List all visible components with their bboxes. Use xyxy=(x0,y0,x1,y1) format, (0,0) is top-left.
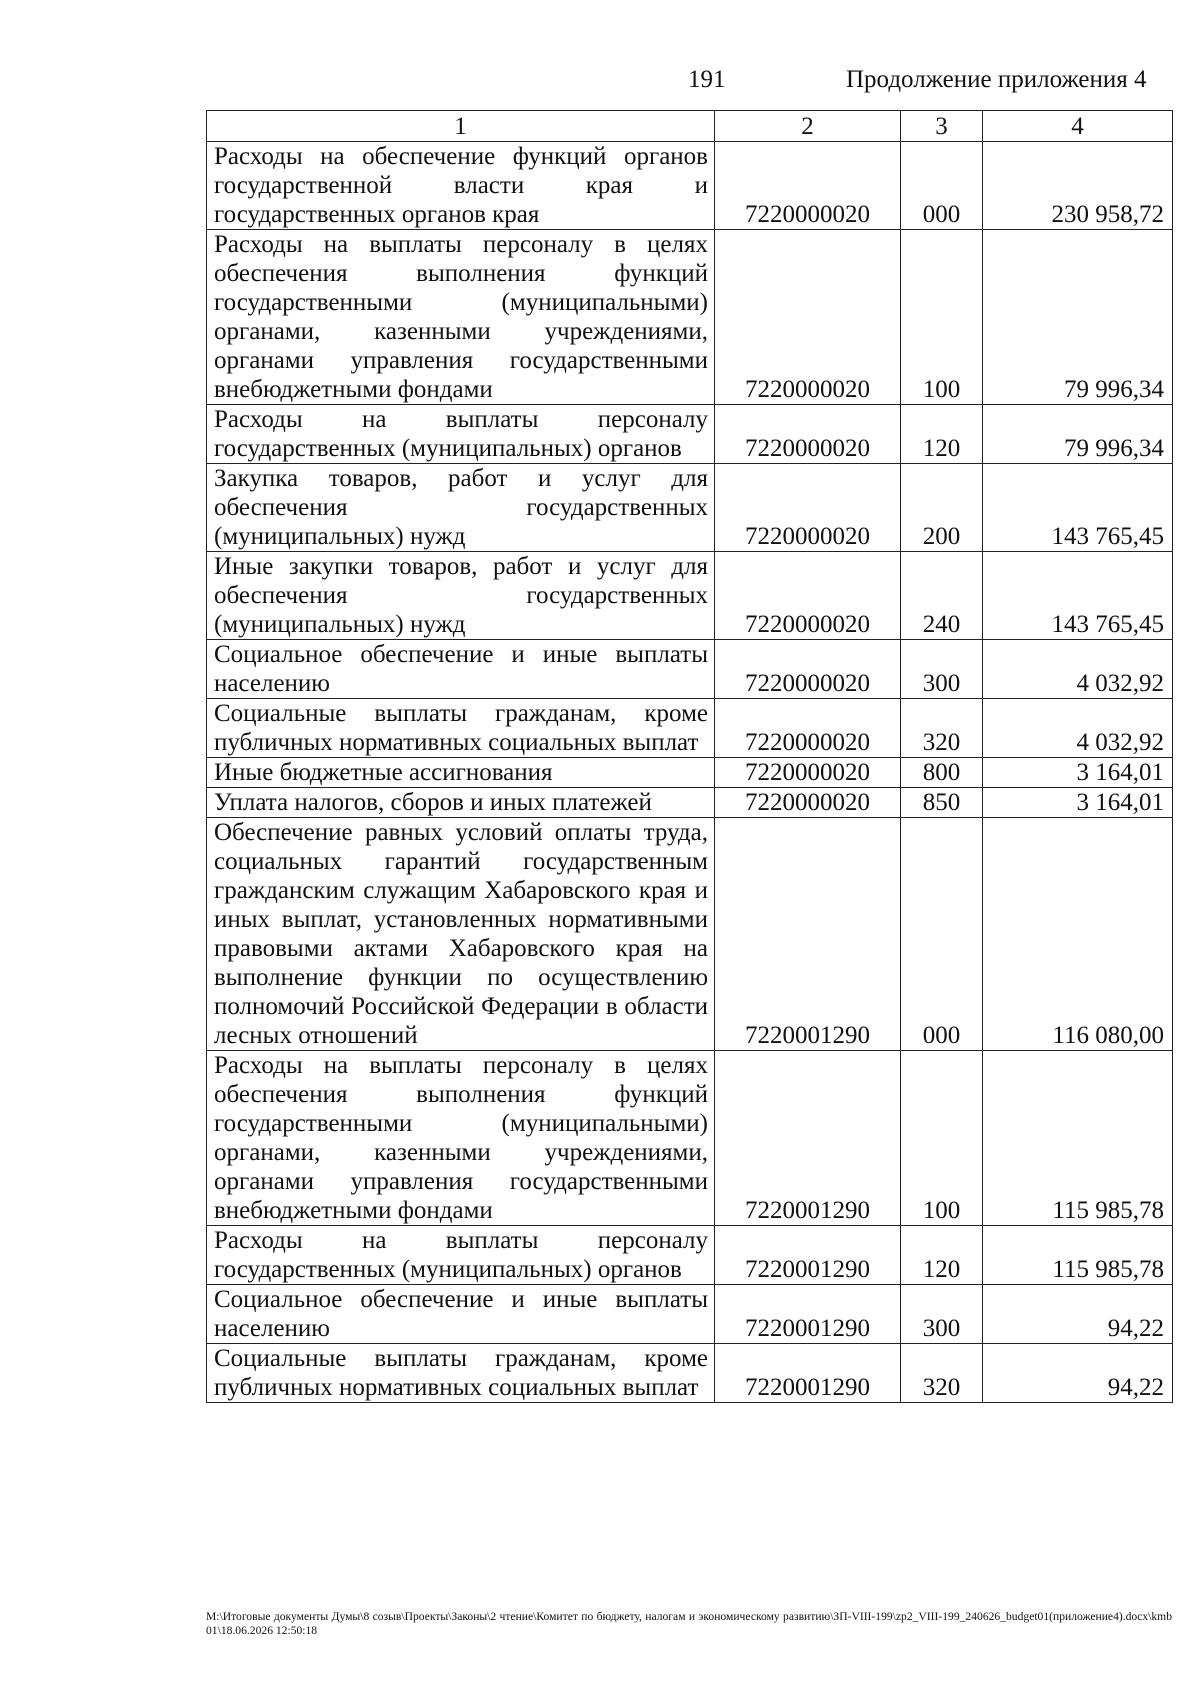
table-row xyxy=(207,230,1173,405)
table-row xyxy=(207,142,1173,230)
row-type-cell: 000 xyxy=(901,142,983,230)
column-header-4: 4 xyxy=(983,111,1173,142)
row-code-cell: 7220000020 xyxy=(715,464,901,552)
table-row xyxy=(207,818,1173,1051)
row-type-cell: 320 xyxy=(901,1344,983,1403)
row-amount-cell: 143 765,45 xyxy=(983,552,1173,640)
row-amount-cell: 115 985,78 xyxy=(983,1051,1173,1226)
row-amount-cell: 94,22 xyxy=(983,1285,1173,1344)
table-row xyxy=(207,1344,1173,1403)
row-code-cell: 7220000020 xyxy=(715,552,901,640)
row-type-cell: 100 xyxy=(901,230,983,405)
page-number: 191 xyxy=(688,66,726,93)
table-row xyxy=(207,1051,1173,1226)
row-amount-cell: 79 996,34 xyxy=(983,230,1173,405)
table-row xyxy=(207,758,1173,788)
row-amount-cell: 3 164,01 xyxy=(983,758,1173,788)
row-amount-cell: 230 958,72 xyxy=(983,142,1173,230)
row-name-cell: Расходы на выплаты персоналу в целях обеспечения выполнения функций государственными (муниципальными) органами, казенными учреждениями, органами управления государственными внебюджетными фондами xyxy=(207,230,715,405)
row-code-cell: 7220000020 xyxy=(715,640,901,699)
row-name-cell: Социальные выплаты гражданам, кроме публичных нормативных социальных выплат xyxy=(207,1344,715,1403)
row-amount-cell: 115 985,78 xyxy=(983,1226,1173,1285)
row-name-cell: Социальное обеспечение и иные выплаты населению xyxy=(207,1285,715,1344)
row-code-cell: 7220001290 xyxy=(715,1051,901,1226)
row-type-cell: 300 xyxy=(901,1285,983,1344)
row-code-cell: 7220000020 xyxy=(715,230,901,405)
table-row xyxy=(207,1285,1173,1344)
row-amount-cell: 116 080,00 xyxy=(983,818,1173,1051)
row-amount-cell: 3 164,01 xyxy=(983,788,1173,818)
row-name-cell: Расходы на выплаты персоналу в целях обеспечения выполнения функций государственными (муниципальными) органами, казенными учреждениями, органами управления государственными внебюджетными фондами xyxy=(207,1051,715,1226)
row-amount-cell: 94,22 xyxy=(983,1344,1173,1403)
table-body xyxy=(207,142,1173,1403)
row-code-cell: 7220000020 xyxy=(715,142,901,230)
row-amount-cell: 79 996,34 xyxy=(983,405,1173,464)
row-type-cell: 850 xyxy=(901,788,983,818)
table-row xyxy=(207,1226,1173,1285)
row-type-cell: 120 xyxy=(901,405,983,464)
row-type-cell: 240 xyxy=(901,552,983,640)
row-name-cell: Расходы на выплаты персоналу государственных (муниципальных) органов xyxy=(207,405,715,464)
row-type-cell: 100 xyxy=(901,1051,983,1226)
table-row xyxy=(207,788,1173,818)
row-type-cell: 800 xyxy=(901,758,983,788)
budget-table xyxy=(206,110,1173,1403)
row-type-cell: 000 xyxy=(901,818,983,1051)
table-row xyxy=(207,699,1173,758)
row-name-cell: Расходы на обеспечение функций органов государственной власти края и государственных органов края xyxy=(207,142,715,230)
column-header-3: 3 xyxy=(901,111,983,142)
continuation-title: Продолжение приложения 4 xyxy=(846,66,1147,93)
row-type-cell: 320 xyxy=(901,699,983,758)
row-type-cell: 300 xyxy=(901,640,983,699)
column-header-2: 2 xyxy=(715,111,901,142)
row-name-cell: Закупка товаров, работ и услуг для обеспечения государственных (муниципальных) нужд xyxy=(207,464,715,552)
column-header-1: 1 xyxy=(207,111,715,142)
row-name-cell: Обеспечение равных условий оплаты труда, социальных гарантий государственным гражданским служащим Хабаровского края и иных выплат, установленных нормативными правовыми актами Хабаровского края на выполнение функции по осуществлению полномочий Российской Федерации в области лесных отношений xyxy=(207,818,715,1051)
row-type-cell: 120 xyxy=(901,1226,983,1285)
row-name-cell: Иные закупки товаров, работ и услуг для обеспечения государственных (муниципальных) нужд xyxy=(207,552,715,640)
row-code-cell: 7220001290 xyxy=(715,1344,901,1403)
row-code-cell: 7220000020 xyxy=(715,758,901,788)
row-amount-cell: 143 765,45 xyxy=(983,464,1173,552)
row-code-cell: 7220000020 xyxy=(715,405,901,464)
header-row xyxy=(207,111,1173,142)
table-row xyxy=(207,405,1173,464)
row-code-cell: 7220000020 xyxy=(715,788,901,818)
row-code-cell: 7220000020 xyxy=(715,699,901,758)
row-code-cell: 7220001290 xyxy=(715,1285,901,1344)
table-row xyxy=(207,640,1173,699)
row-type-cell: 200 xyxy=(901,464,983,552)
table-row xyxy=(207,464,1173,552)
row-name-cell: Уплата налогов, сборов и иных платежей xyxy=(207,788,715,818)
table-row xyxy=(207,552,1173,640)
row-name-cell: Социальные выплаты гражданам, кроме публичных нормативных социальных выплат xyxy=(207,699,715,758)
row-amount-cell: 4 032,92 xyxy=(983,699,1173,758)
table-header xyxy=(207,111,1173,142)
row-amount-cell: 4 032,92 xyxy=(983,640,1173,699)
row-name-cell: Иные бюджетные ассигнования xyxy=(207,758,715,788)
row-name-cell: Социальное обеспечение и иные выплаты населению xyxy=(207,640,715,699)
row-code-cell: 7220001290 xyxy=(715,1226,901,1285)
row-code-cell: 7220001290 xyxy=(715,818,901,1051)
footer-file-path: M:\Итоговые документы Думы\8 созыв\Проекты\Законы\2 чтение\Комитет по бюджету, налогам и экономическому развитию\ЗП-VIII-199\zp2_VIII-199_240626_budget01(приложение4).docx\kmb01\18.06.2026 12:50:18 xyxy=(206,1610,1172,1637)
row-name-cell: Расходы на выплаты персоналу государственных (муниципальных) органов xyxy=(207,1226,715,1285)
